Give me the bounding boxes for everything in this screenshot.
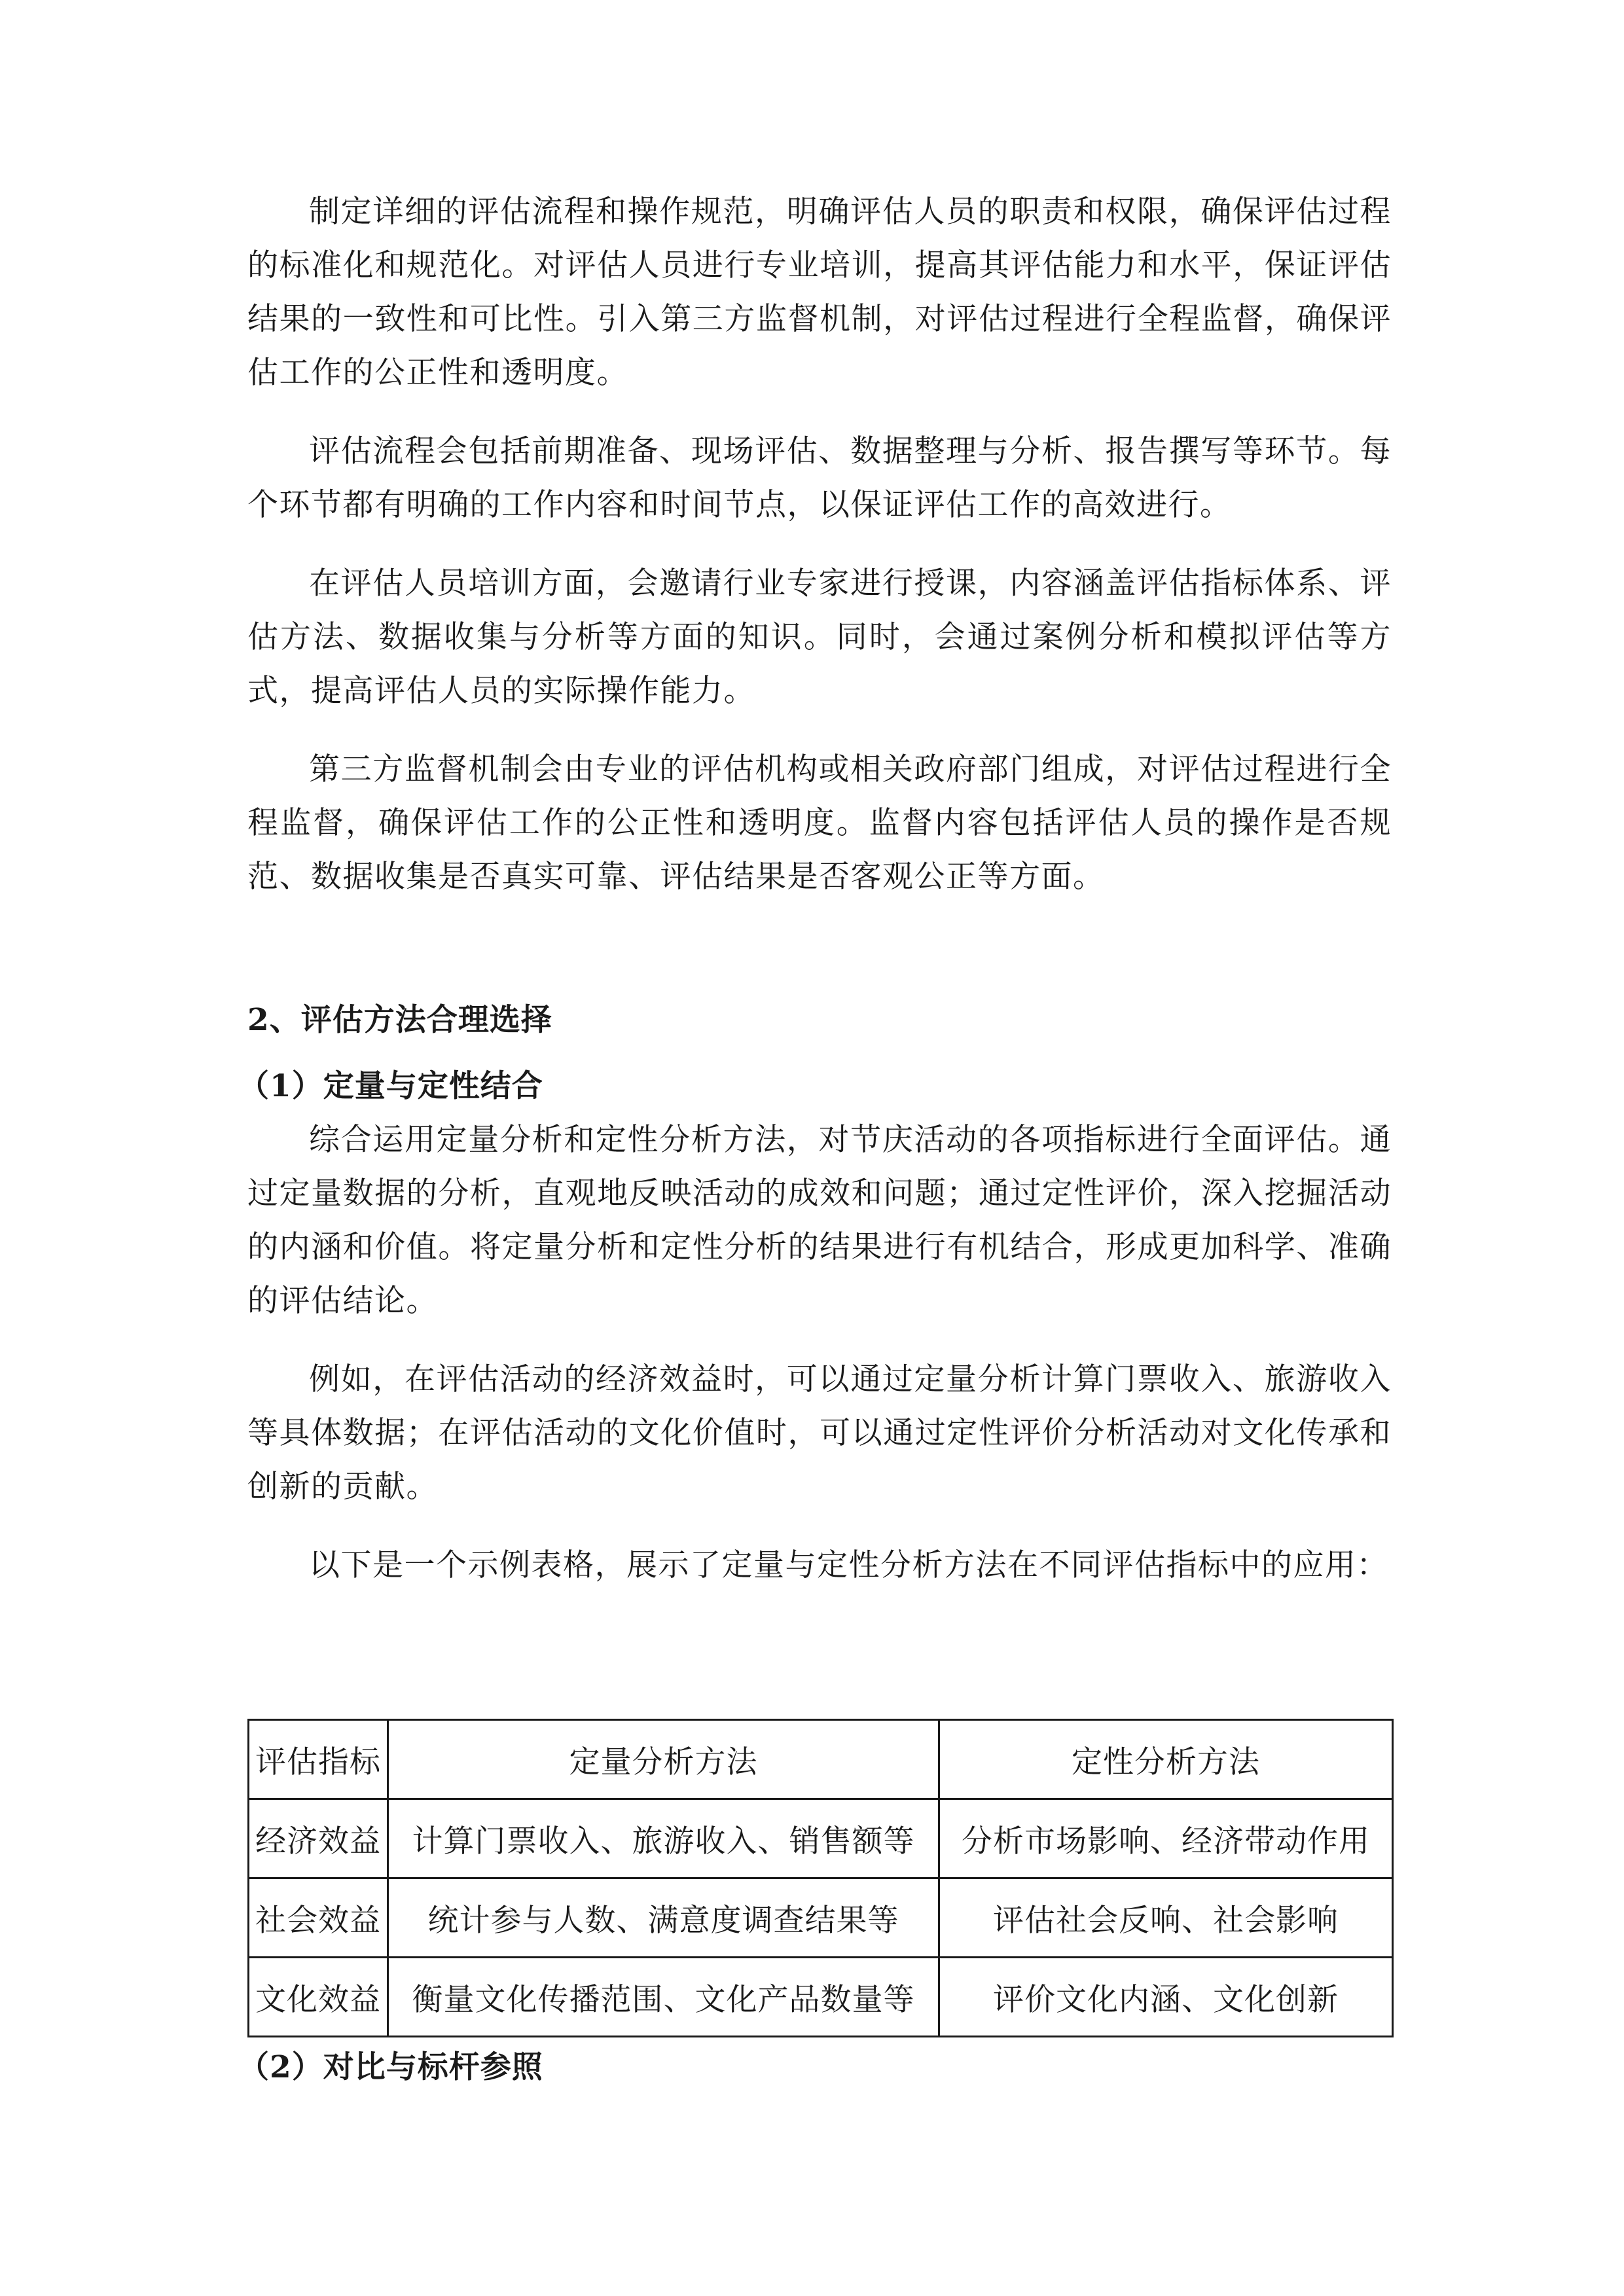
table-cell-qualitative: 评估社会反响、社会影响 [939,1878,1393,1958]
paragraph-combined-methods: 综合运用定量分析和定性分析方法，对节庆活动的各项指标进行全面评估。通过定量数据的分析，直观地反映活动的成效和问题；通过定性评价，深入挖掘活动的内涵和价值。将定量分析和定性分析的结果进行有机结合，形成更加科学、准确的评估结论。 [247,1122,1392,1319]
table-cell-qualitative: 分析市场影响、经济带动作用 [939,1799,1393,1878]
table-header-row [249,1720,1393,1799]
paragraph-example: 例如，在评估活动的经济效益时，可以通过定量分析计算门票收入、旅游收入等具体数据；在评估活动的文化价值时，可以通过定性评价分析活动对文化传承和创新的贡献。 [247,1361,1392,1505]
subheading-benchmark: （2）对比与标杆参照 [238,2049,543,2085]
paragraph-process-steps: 评估流程会包括前期准备、现场评估、数据整理与分析、报告撰写等环节。每个环节都有明确的工作内容和时间节点，以保证评估工作的高效进行。 [247,433,1392,523]
table-row [249,1958,1393,2037]
table-cell-qualitative: 评价文化内涵、文化创新 [939,1958,1393,2037]
methods-table [247,1719,1394,2037]
header-quantitative: 定量分析方法 [388,1720,939,1799]
paragraph-supervision: 第三方监督机制会由专业的评估机构或相关政府部门组成，对评估过程进行全程监督，确保评估工作的公正性和透明度。监督内容包括评估人员的操作是否规范、数据收集是否真实可靠、评估结果是否客观公正等方面。 [247,751,1392,895]
table-row [249,1878,1393,1958]
table-cell-quantitative: 衡量文化传播范围、文化产品数量等 [388,1958,939,2037]
methods-section [247,1113,1392,1592]
intro-section [247,185,1392,904]
table-cell-indicator: 文化效益 [249,1958,388,2037]
subheading-quant-qual: （1）定量与定性结合 [238,1068,543,1104]
paragraph-training: 在评估人员培训方面，会邀请行业专家进行授课，内容涵盖评估指标体系、评估方法、数据收集与分析等方面的知识。同时，会通过案例分析和模拟评估等方式，提高评估人员的实际操作能力。 [247,565,1392,709]
table-cell-quantitative: 计算门票收入、旅游收入、销售额等 [388,1799,939,1878]
table-cell-indicator: 社会效益 [249,1878,388,1958]
table-cell-quantitative: 统计参与人数、满意度调查结果等 [388,1878,939,1958]
header-indicator: 评估指标 [249,1720,388,1799]
header-qualitative: 定性分析方法 [939,1720,1393,1799]
table-row [249,1799,1393,1878]
paragraph-table-intro: 以下是一个示例表格，展示了定量与定性分析方法在不同评估指标中的应用： [309,1547,1388,1583]
paragraph-evaluation-process: 制定详细的评估流程和操作规范，明确评估人员的职责和权限，确保评估过程的标准化和规范化。对评估人员进行专业培训，提高其评估能力和水平，保证评估结果的一致性和可比性。引入第三方监督机制，对评估过程进行全程监督，确保评估工作的公正性和透明度。 [247,194,1392,391]
table-cell-indicator: 经济效益 [249,1799,388,1878]
section-heading: 2、评估方法合理选择 [247,1002,552,1038]
